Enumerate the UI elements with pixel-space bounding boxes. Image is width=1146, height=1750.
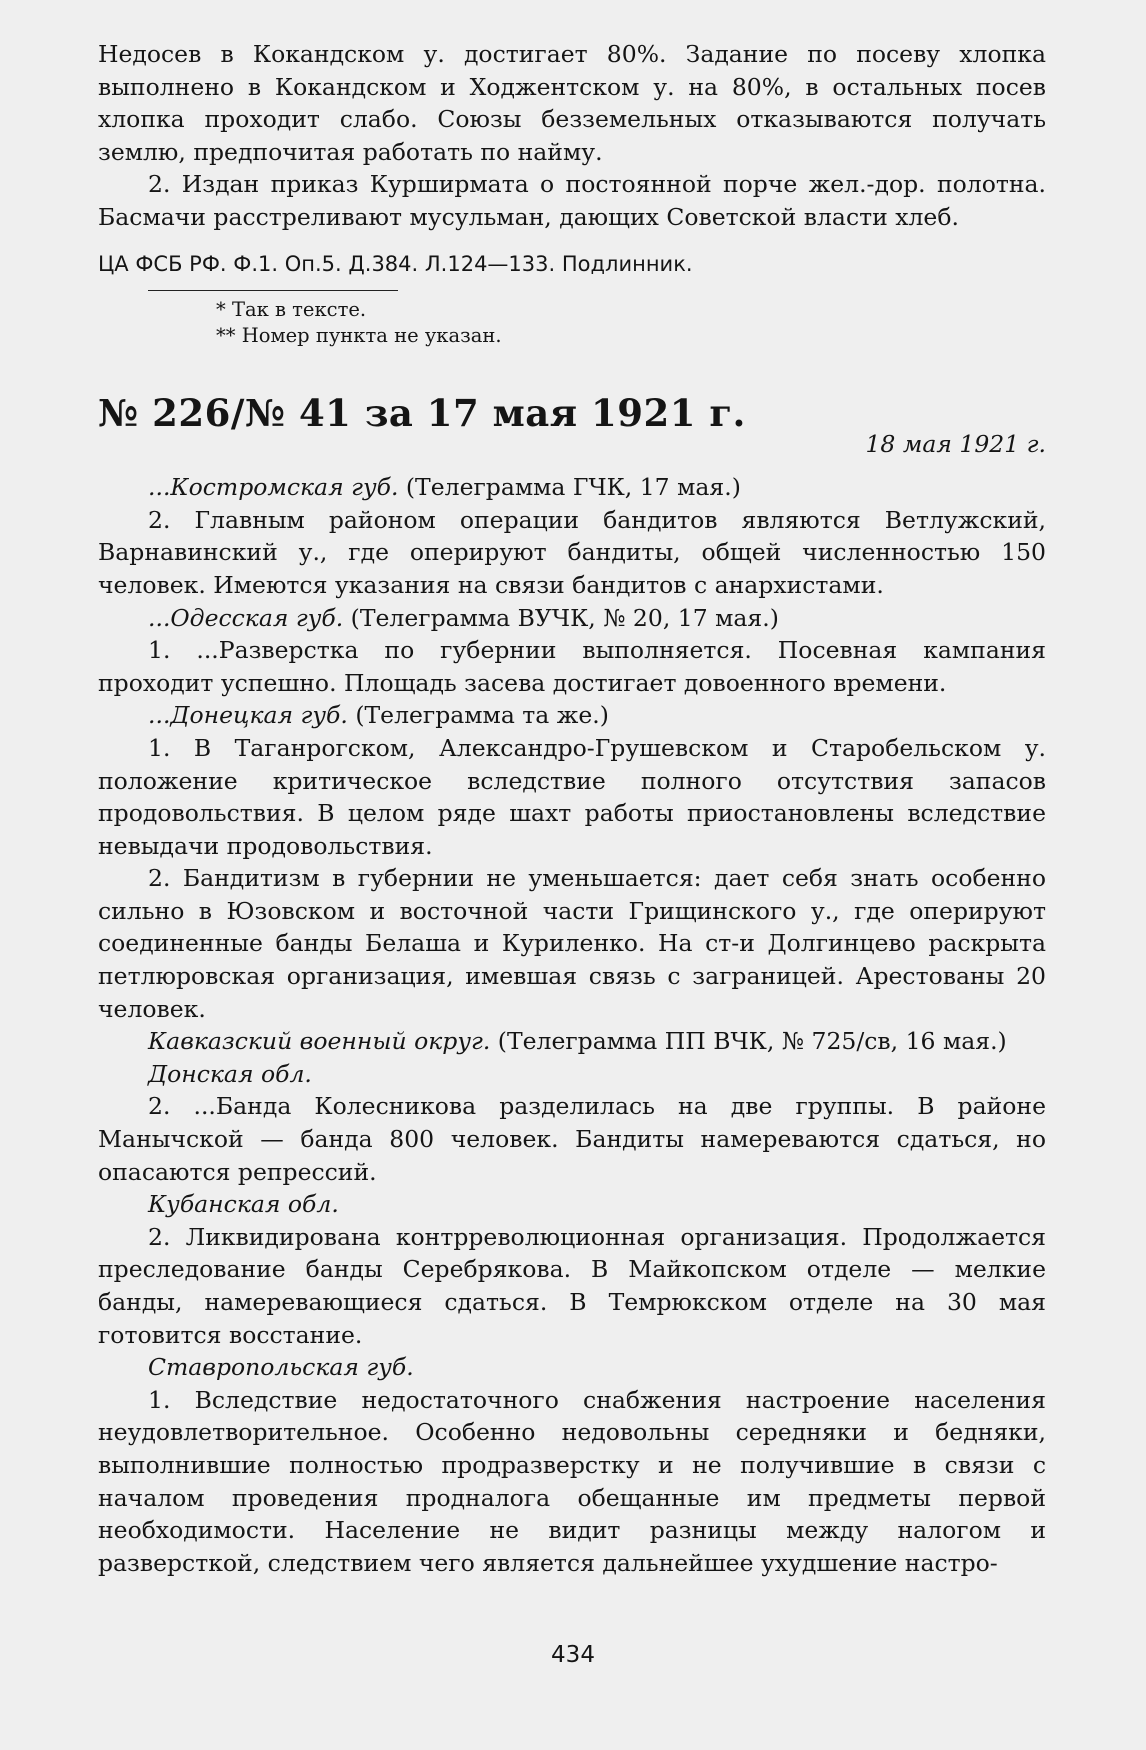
region-caucasus bbox=[98, 1025, 1046, 1058]
footnote-divider bbox=[148, 290, 398, 291]
footnote-1: * Так в тексте. bbox=[216, 298, 367, 322]
region-name: Кавказский военный округ. bbox=[148, 1027, 491, 1056]
footnote-2: ** Номер пункта не указан. bbox=[216, 324, 502, 348]
region-name: ...Костромская губ. bbox=[148, 473, 399, 502]
paragraph-kurshirmat: 2. Издан приказ Курширмата о постоянной порче жел.-дор. полотна. Басмачи расстреливают мусульман, дающих Советской власти хлеб. bbox=[98, 170, 1046, 231]
region-kuban: Кубанская обл. bbox=[148, 1190, 339, 1219]
region-kostroma bbox=[98, 471, 1046, 504]
region-source: (Телеграмма ГЧК, 17 мая.) bbox=[398, 473, 741, 502]
region-source: (Телеграмма ВУЧК, № 20, 17 мая.) bbox=[343, 603, 779, 632]
text-column bbox=[98, 38, 1046, 1579]
document-heading: № 226/№ 41 за 17 мая 1921 г. bbox=[98, 391, 746, 436]
region-don: Донская обл. bbox=[148, 1059, 312, 1088]
region-stavropol: Ставропольская губ. bbox=[148, 1353, 414, 1382]
region-name: ...Одесская губ. bbox=[148, 603, 344, 632]
region-donetsk bbox=[98, 699, 1046, 732]
region-source: (Телеграмма та же.) bbox=[347, 701, 609, 730]
region-name: ...Донецкая губ. bbox=[148, 701, 348, 730]
paragraph-cotton: Недосев в Кокандском у. достигает 80%. Задание по посеву хлопка выполнено в Кокандском и Ходжентском у. на 80%, в остальных посев хлопка проходит слабо. Союзы безземельных отказываются получать землю, предпочитая работать по найму. bbox=[98, 40, 1046, 166]
paragraph-kostroma-2: 2. Главным районом операции бандитов являются Ветлужский, Варнавинский у., где оперируют бандиты, общей численностью 150 человек. Имеются указания на связи бандитов с анархистами. bbox=[98, 505, 1046, 599]
paragraph-stavropol-1: 1. Вследствие недостаточного снабжения настроение населения неудовлетворительное. Особенно недовольны середняки и бедняки, выполнившие полностью продразверстку и не получившие в связи с началом проведения продналога обещанные им предметы первой необходимости. Население не видит разницы между налогом и разверсткой, следствием чего является дальнейшее ухудшение настро- bbox=[98, 1385, 1046, 1577]
region-source: (Телеграмма ПП ВЧК, № 725/св, 16 мая.) bbox=[490, 1027, 1007, 1056]
document-date: 18 мая 1921 г. bbox=[865, 430, 1046, 459]
paragraph-donetsk-1: 1. В Таганрогском, Александро-Грушевском и Старобельском у. положение критическое вследствие полного отсутствия запасов продовольствия. В целом ряде шахт работы приостановлены вследствие невыдачи продовольствия. bbox=[98, 733, 1046, 860]
page-number: 434 bbox=[551, 1642, 595, 1668]
region-odessa bbox=[98, 602, 1046, 635]
archive-source: ЦА ФСБ РФ. Ф.1. Оп.5. Д.384. Л.124—133. Подлинник. bbox=[98, 251, 693, 276]
paragraph-kuban-2: 2. Ликвидирована контрреволюционная организация. Продолжается преследование банды Серебрякова. В Майкопском отделе — мелкие банды, намеревающиеся сдаться. В Темрюкском отделе на 30 мая готовится восстание. bbox=[98, 1222, 1046, 1349]
paragraph-odessa-1: 1. ...Разверстка по губернии выполняется. Посевная кампания проходит успешно. Площадь засева достигает довоенного времени. bbox=[98, 636, 1046, 697]
paragraph-donetsk-2: 2. Бандитизм в губернии не уменьшается: дает себя знать особенно сильно в Юзовском и восточной части Грищинского у., где оперируют соединенные банды Белаша и Куриленко. На ст-и Долгинцево раскрыта петлюровская организация, имевшая связь с заграницей. Арестованы 20 человек. bbox=[98, 864, 1046, 1023]
paragraph-don-2: 2. ...Банда Колесникова разделилась на две группы. В районе Манычской — банда 800 человек. Бандиты намереваются сдаться, но опасаются репрессий. bbox=[98, 1092, 1046, 1186]
